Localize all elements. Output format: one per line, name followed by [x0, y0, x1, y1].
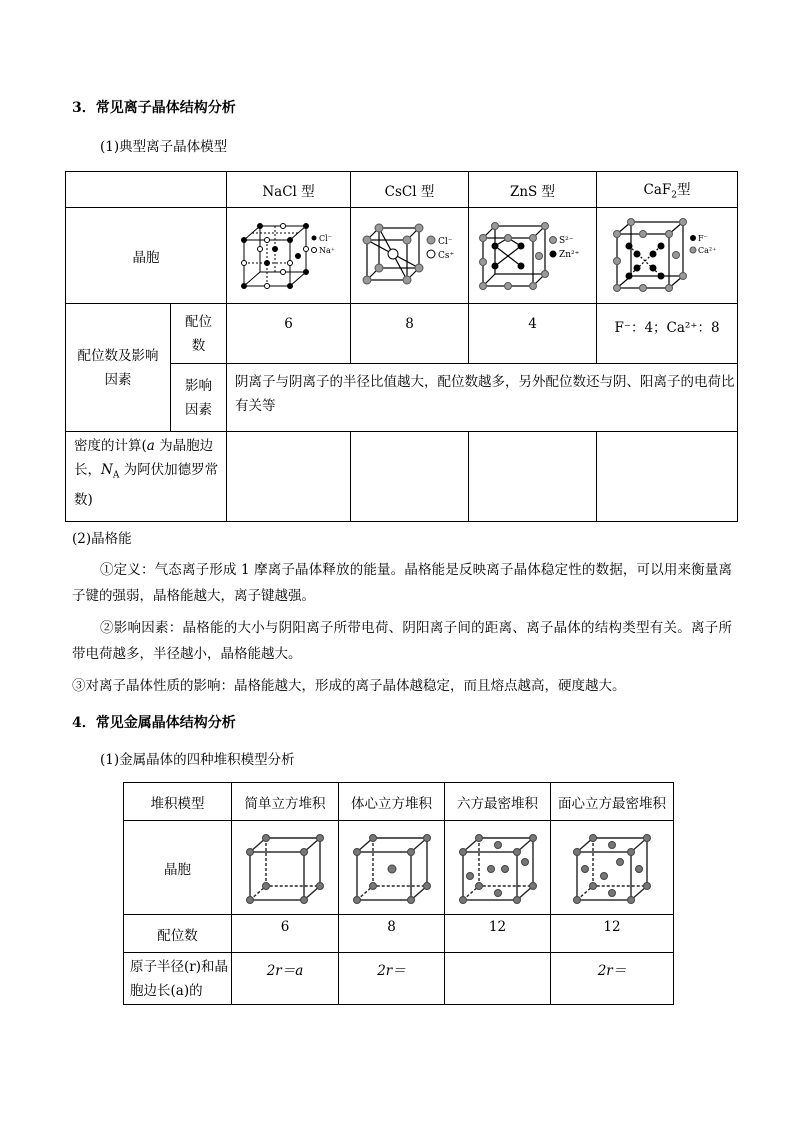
table-row: [66, 304, 738, 364]
paragraph-factors: ②影响因素：晶格能的大小与阴阳离子所带电荷、阴阳离子间的距离、离子晶体的结构类型有关。离子所带电荷越多，半径越小，晶格能越大。: [72, 620, 732, 662]
density-text-1: 密度的计算(: [74, 438, 147, 454]
table-row: [66, 432, 738, 522]
table-row: [124, 953, 674, 1005]
cscl-legend-cs: Cs⁺: [437, 250, 454, 261]
row-label-cell: 晶胞: [66, 208, 227, 304]
header-bcc: 体心立方堆积: [339, 783, 445, 821]
hcp-cell: [445, 821, 551, 915]
nacl-cell-image: [227, 208, 351, 304]
table-cell: [469, 432, 597, 522]
simple-cubic-relation: 2r＝a: [232, 953, 339, 1005]
table-row: [66, 172, 738, 208]
density-na-sub: A: [112, 470, 120, 481]
section3-subtitle-2: (2)晶格能: [72, 531, 132, 547]
nacl-coord: 6: [227, 304, 351, 364]
paragraph-properties: ③对离子晶体性质的影响：晶格能越大，形成的离子晶体越稳定，而且熔点越高，硬度越大。: [72, 678, 626, 694]
zns-cell-image: [469, 208, 597, 304]
section3-subtitle: (1)典型离子晶体模型: [100, 139, 228, 155]
density-text-3: 为阿伏加德罗常数): [74, 462, 219, 508]
nacl-legend-cl: Cl⁻: [318, 233, 332, 243]
simple-cubic-cell: [232, 821, 339, 915]
zns-coord: 4: [469, 304, 597, 364]
table-cell: [351, 432, 469, 522]
stacking-model-label: 堆积模型: [124, 783, 232, 821]
cscl-coord: 8: [351, 304, 469, 364]
factor-text: 阴离子与阴离子的半径比值越大，配位数越多，另外配位数还与阴、阳离子的电荷比有关等: [227, 364, 738, 432]
caf2-legend-ca: Ca²⁺: [698, 245, 717, 255]
fcc-coord: 12: [551, 915, 674, 953]
relation-label: 原子半径(r)和晶胞边长(a)的: [124, 953, 232, 1005]
hcp-relation: [445, 953, 551, 1005]
caf2-formula: CaF: [643, 182, 672, 199]
header-hcp: 六方最密堆积: [445, 783, 551, 821]
simple-cubic-icon: [240, 830, 330, 906]
density-text-2: 为晶胞边长，: [74, 438, 214, 478]
zns-legend-zn: Zn²⁺: [558, 249, 579, 260]
coord-number-label: 配位数: [124, 915, 232, 953]
table-row: [124, 821, 674, 915]
header-zns: ZnS 型: [469, 172, 597, 208]
section3-title: 3．常见离子晶体结构分析: [72, 100, 236, 116]
fcc-icon: [567, 830, 657, 906]
table-row: [66, 208, 738, 304]
caf2-coord: F⁻：4；Ca²⁺：8: [597, 304, 738, 364]
density-label: [66, 432, 227, 522]
bcc-coord: 8: [339, 915, 445, 953]
table-cell: [227, 432, 351, 522]
fcc-cell: [551, 821, 674, 915]
table-cell: [66, 172, 227, 208]
header-fcc: 面心立方最密堆积: [551, 783, 674, 821]
table-row: [124, 915, 674, 953]
caf2-legend-f: F⁻: [698, 233, 708, 243]
bcc-icon: [347, 830, 437, 906]
fcc-relation: 2r＝: [551, 953, 674, 1005]
nacl-structure-icon: [234, 216, 344, 296]
density-a: a: [146, 438, 155, 454]
cscl-cell-image: [351, 208, 469, 304]
caf2-cell-image: [597, 208, 738, 304]
ionic-crystal-table: [65, 171, 738, 522]
caf2-suffix: 型: [676, 182, 691, 199]
coord-label: 配位数: [171, 304, 227, 364]
factor-label: 影响因素: [171, 364, 227, 432]
caf2-subscript: 2: [671, 190, 677, 201]
nacl-legend-na: Na⁺: [318, 245, 335, 255]
hcp-coord: 12: [445, 915, 551, 953]
header-caf2: [597, 172, 738, 208]
table-cell: [597, 432, 738, 522]
zns-legend-s: S²⁻: [558, 235, 574, 246]
bcc-cell: [339, 821, 445, 915]
simple-cubic-coord: 6: [232, 915, 339, 953]
cscl-structure-icon: [355, 216, 465, 296]
section4-subtitle: (1)金属晶体的四种堆积模型分析: [100, 752, 295, 768]
hcp-icon: [453, 830, 543, 906]
header-cscl: CsCl 型: [351, 172, 469, 208]
section4-title: 4．常见金属晶体结构分析: [72, 715, 236, 731]
bcc-relation: 2r＝: [339, 953, 445, 1005]
cell-label: 晶胞: [124, 821, 232, 915]
header-simple-cubic: 简单立方堆积: [232, 783, 339, 821]
coord-factor-label: 配位数及影响因素: [66, 304, 171, 432]
paragraph-definition: ①定义：气态离子形成 1 摩离子晶体释放的能量。晶格能是反映离子晶体稳定性的数据，可以用来衡量离子键的强弱，晶格能越大，离子键越强。: [72, 562, 732, 604]
metal-crystal-table: [123, 782, 674, 1005]
cscl-legend-cl: Cl⁻: [437, 236, 453, 247]
header-nacl: NaCl 型: [227, 172, 351, 208]
caf2-structure-icon: [607, 216, 727, 296]
zns-structure-icon: [473, 216, 593, 296]
table-row: [124, 783, 674, 821]
density-na: N: [101, 462, 113, 478]
